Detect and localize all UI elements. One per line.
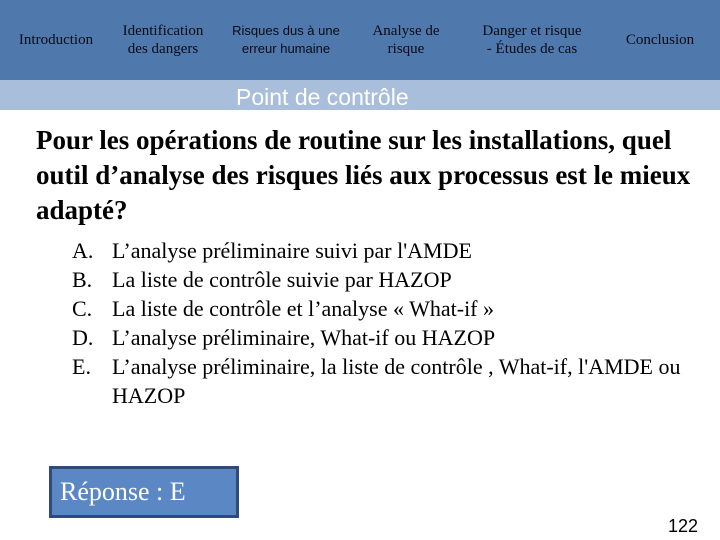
section-title: Point de contrôle (236, 84, 409, 110)
page-number: 122 (667, 516, 698, 536)
option-text: La liste de contrôle suivie par HAZOP (112, 267, 452, 292)
nav-item-danger-et-risque[interactable]: Danger et risque - Études de cas (482, 23, 582, 57)
answer-options-list (72, 236, 702, 410)
option-b[interactable] (72, 265, 702, 294)
nav-item-analyse-de-risque[interactable]: Analyse de risque (372, 23, 440, 57)
option-text: L’analyse préliminaire, la liste de contrôle , What-if, l'AMDE ou HAZOP (112, 354, 681, 408)
top-navigation-bar (0, 0, 720, 80)
option-text: L’analyse préliminaire suivi par l'AMDE (112, 238, 472, 263)
option-c[interactable] (72, 294, 702, 323)
nav-item-conclusion[interactable]: Conclusion (625, 32, 695, 48)
option-letter: E. (72, 354, 91, 379)
nav-item-risques-erreur-humaine[interactable]: Risques dus à une erreur humaine (232, 23, 340, 56)
question-text: Pour les opérations de routine sur les installations, quel outil d’analyse des risques liés aux processus est le mieux adapté? (36, 125, 691, 225)
nav-item-introduction[interactable]: Introduction (18, 32, 94, 48)
option-letter: B. (72, 267, 93, 292)
nav-item-identification-dangers[interactable]: Identification des dangers (122, 23, 204, 57)
option-letter: A. (72, 238, 94, 263)
option-text: La liste de contrôle et l’analyse « What-if » (112, 296, 495, 321)
answer-reveal-box[interactable]: Réponse : E (49, 466, 239, 518)
option-a[interactable] (72, 236, 702, 265)
option-d[interactable] (72, 323, 702, 352)
option-text: L’analyse préliminaire, What-if ou HAZOP (112, 325, 496, 350)
option-e[interactable] (72, 352, 702, 410)
option-letter: C. (72, 296, 93, 321)
option-letter: D. (72, 325, 94, 350)
